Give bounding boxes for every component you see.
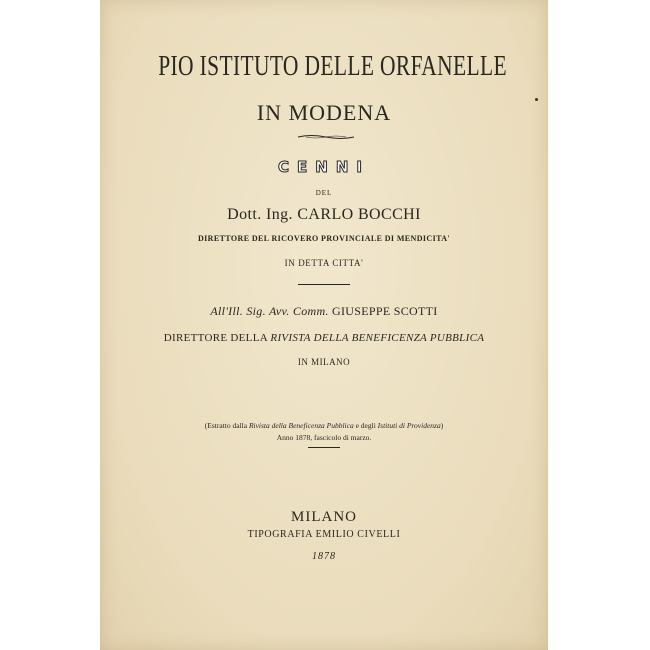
ornament-divider-icon [296, 134, 356, 140]
book-page [100, 0, 548, 650]
dedication-intro: All'Ill. Sig. Avv. Comm. [210, 304, 333, 318]
journal-name: RIVISTA DELLA BENEFICENZA PUBBLICA [270, 332, 485, 344]
director-line [100, 333, 548, 344]
author-name: Dott. Ing. CARLO BOCCHI [227, 206, 421, 223]
author-role: DIRETTORE DEL RICOVERO PROVINCIALE DI MENDICITA' [197, 234, 451, 243]
dedication [100, 305, 548, 317]
dedication-name: GIUSEPPE SCOTTI [332, 304, 438, 318]
director-city: IN MILANO [297, 357, 351, 367]
imprint-city: MILANO [291, 509, 357, 525]
extract-open: (Estratto dalla [204, 421, 249, 430]
subtitle-cenni: CENNI [278, 158, 370, 176]
extract-mid: e degli [353, 421, 378, 430]
director-prefix: DIRETTORE DELLA [163, 332, 271, 344]
publication-year: 1878 [312, 551, 336, 562]
extract-journal-2: Istituti di Providenza [377, 421, 441, 430]
title-place: IN MODENA [256, 100, 392, 125]
title-main: PIO ISTITUTO DELLE ORFANELLE [158, 50, 507, 82]
extract-note [100, 422, 548, 430]
author-city: IN DETTA CITTA' [284, 258, 364, 268]
printer-name: TIPOGRAFIA EMILIO CIVELLI [247, 529, 401, 540]
rule-divider-small [308, 447, 340, 448]
paper-speck [535, 98, 538, 101]
extract-close: ) [440, 421, 444, 430]
extract-journal-1: Rivista della Beneficenza Pubblica [248, 421, 354, 430]
by-word: DEL [315, 189, 333, 197]
rule-divider [298, 284, 350, 285]
issue-info: Anno 1878, fascicolo di marzo. [276, 433, 372, 442]
